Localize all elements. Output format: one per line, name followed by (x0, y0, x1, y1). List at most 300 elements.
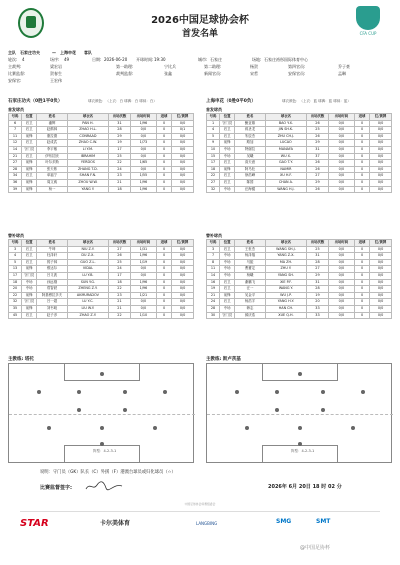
column-header: 出场时间 (328, 240, 354, 247)
table-cell: 刘韦岐 (37, 305, 67, 312)
player-dot (298, 442, 302, 446)
table-cell: 后卫 (220, 299, 235, 306)
column-header: 进球 (354, 114, 369, 121)
table-cell: 0/0 (172, 173, 194, 180)
table-cell: 守门员 (220, 120, 235, 127)
table-cell: 赵鹤林 (37, 127, 67, 134)
table-cell: 14 (207, 272, 220, 279)
table-cell: 0/0 (130, 146, 156, 153)
table-cell: ZHU Y. (265, 266, 306, 273)
table-cell: 张天栋 (37, 166, 67, 173)
table-cell: 18 (109, 279, 131, 286)
table-cell: 28 (207, 305, 220, 312)
table-cell: 27 (307, 173, 329, 180)
player-dot (123, 390, 127, 394)
table-cell: 28 (109, 127, 131, 134)
table-cell: 0 (354, 312, 369, 319)
table-cell: XUE Q.H. (265, 312, 306, 319)
table-cell: 0/0 (172, 253, 194, 260)
table-row (9, 253, 194, 260)
home-label: 主队 (8, 50, 16, 55)
table-cell: 汪一 (235, 286, 265, 293)
column-header: 出场次数 (109, 240, 131, 247)
column-header: 红/黄牌 (172, 240, 194, 247)
table-cell: 27 (207, 179, 220, 186)
table-cell: 0/0 (328, 166, 354, 173)
table-cell: 5 (9, 259, 22, 266)
table-row (207, 140, 392, 147)
table-cell: 0 (156, 266, 171, 273)
away-team-title: 上海申花（0胜0平0负） (206, 99, 256, 104)
city-value: 石家庄 (210, 57, 222, 62)
table-header-row (9, 114, 194, 121)
table-cell: 守门员 (22, 146, 37, 153)
table-cell: 1/19 (130, 259, 156, 266)
table-cell: 10 (207, 146, 220, 153)
sponsor-kelme-logo: 卡尔美体育 (100, 520, 131, 527)
column-header: 出场时间 (328, 114, 354, 121)
table-row (9, 153, 194, 160)
table-cell: 25 (307, 127, 329, 134)
table-cell: 守门员 (220, 312, 235, 319)
table-cell: 杨泽翔 (235, 253, 265, 260)
table-cell: 0 (354, 272, 369, 279)
home-team-title: 石家庄功夫（0胜1平0负） (8, 99, 63, 104)
table-cell: 后卫 (220, 160, 235, 167)
table-cell: 0/0 (370, 166, 392, 173)
table-cell: 杨曦 (235, 272, 265, 279)
table-cell: 0/0 (172, 279, 194, 286)
table-row (207, 179, 392, 186)
table-cell: 0/0 (328, 299, 354, 306)
table-cell: GUO Z.L. (67, 259, 108, 266)
table-cell: 0 (156, 146, 171, 153)
table-cell: 17 (109, 272, 131, 279)
table-cell: 0/0 (172, 160, 194, 167)
table-cell: 0/0 (370, 120, 392, 127)
table-cell: 朱辰杰 (235, 133, 265, 140)
table-cell: 0/0 (328, 305, 354, 312)
table-cell: 19 (207, 286, 220, 293)
table-cell: 鲍亚雄 (235, 120, 265, 127)
table-cell: 前锋 (22, 179, 37, 186)
table-cell: 3 (207, 246, 220, 253)
sign-datetime: 2026年 6月 20日 18 时 02 分 (268, 484, 342, 490)
table-cell: 0/0 (130, 127, 156, 134)
table-cell: 0 (354, 173, 369, 180)
table-cell: 0 (156, 279, 171, 286)
table-cell: 11 (207, 266, 220, 273)
match-info (8, 49, 392, 84)
table-cell: 20 (307, 299, 329, 306)
table-cell: 吴金平 (235, 292, 265, 299)
table-cell: YANG Z.X. (265, 253, 306, 260)
table-cell: 1/73 (130, 140, 156, 147)
table-cell: 13 (9, 266, 22, 273)
table-cell: 0 (354, 186, 369, 193)
table-cell: 守门员 (22, 272, 37, 279)
table-row (9, 166, 194, 173)
match-label: 场序: (50, 57, 60, 62)
table-cell: 0/0 (172, 246, 194, 253)
table-cell: 路加 (235, 140, 265, 147)
sponsor-bar (20, 511, 380, 531)
watermark: @中国足协杯 (300, 545, 331, 551)
table-cell: 0/0 (370, 312, 392, 319)
table-cell: YANG H.Y. (265, 299, 306, 306)
player-dot (298, 372, 302, 376)
round-value: 4 (22, 57, 25, 62)
table-cell: WANG Y. (265, 286, 306, 293)
player-dot (123, 408, 127, 412)
table-cell: 0 (354, 299, 369, 306)
table-cell: 34 (9, 173, 22, 180)
table-row (207, 286, 392, 293)
table-cell: 0/0 (328, 253, 354, 260)
home-starting-label: 首发球员 (8, 107, 24, 112)
table-cell: 特谢拉 (235, 146, 265, 153)
table-cell: WANG SH.J. (265, 246, 306, 253)
table-cell: 0 (156, 286, 171, 293)
away-formation: 阵型：4-2-3-1 (291, 449, 315, 453)
table-cell: 0 (156, 299, 171, 306)
column-header: 出场次数 (307, 240, 329, 247)
player-dot (298, 426, 302, 430)
player-dot (275, 390, 279, 394)
table-cell: 前锋 (22, 160, 37, 167)
table-cell: 25 (109, 153, 131, 160)
table-cell: 0/0 (328, 140, 354, 147)
table-cell: 郑智跃 (37, 286, 67, 293)
table-cell: ZHENG Z.Y. (67, 286, 108, 293)
player-dot (77, 408, 81, 412)
column-header: 球衣名 (67, 114, 108, 121)
table-cell: 0 (156, 127, 171, 134)
table-cell: 4 (207, 127, 220, 134)
table-row (9, 146, 194, 153)
player-dot (351, 426, 355, 430)
away-kit-legend: 球衣颜色：（上衣：蓝 球裤：蓝 球袜：蓝） (282, 99, 351, 103)
table-cell: 25 (109, 259, 131, 266)
table-cell: 21 (9, 153, 22, 160)
table-cell: 1/96 (130, 120, 156, 127)
table-cell: 8 (207, 259, 220, 266)
inspector-value: 张鑫 (164, 71, 172, 76)
safety-value: 王宏伟 (50, 78, 62, 83)
table-cell: 维达尔 (37, 266, 67, 273)
table-row (207, 272, 392, 279)
table-cell: 0 (354, 127, 369, 134)
table-cell: 0/0 (130, 166, 156, 173)
table-cell: 23 (109, 173, 131, 180)
player-dot (275, 408, 279, 412)
table-cell: 32 (9, 299, 22, 306)
table-cell: 0 (354, 146, 369, 153)
table-cell: 0/0 (328, 286, 354, 293)
table-cell: 0/0 (130, 299, 156, 306)
table-cell: 0/0 (328, 173, 354, 180)
table-cell: IBRAHIM (67, 153, 108, 160)
table-cell: 1/55 (130, 173, 156, 180)
table-cell: 前锋 (22, 305, 37, 312)
table-cell: MANAFA (265, 146, 306, 153)
table-cell: 0 (156, 253, 171, 260)
table-cell: 24 (109, 266, 131, 273)
date-label: 日期: (92, 57, 102, 62)
away-coach (206, 356, 241, 362)
table-cell: YERDOS (67, 160, 108, 167)
table-cell: 1/96 (130, 279, 156, 286)
table-row (9, 179, 194, 186)
table-row (9, 160, 194, 167)
column-header: 号码 (9, 240, 22, 247)
table-cell: SHAN F.N. (67, 173, 108, 180)
table-cell: 0/0 (328, 292, 354, 299)
table-row (207, 133, 392, 140)
fourth-value: 乔子豪 (338, 64, 350, 69)
table-cell: VIDAL (67, 266, 108, 273)
table-cell: YANG SH. (265, 272, 306, 279)
table-cell: 0/0 (370, 160, 392, 167)
table-cell: 后卫 (220, 127, 235, 134)
table-cell: 徐浩峰 (235, 173, 265, 180)
table-cell: 22 (109, 286, 131, 293)
column-header: 号码 (207, 240, 220, 247)
table-cell: ZHAO H.L. (67, 127, 108, 134)
table-cell: 0 (354, 246, 369, 253)
table-row (9, 120, 194, 127)
table-cell: 高天意 (235, 160, 265, 167)
table-cell: 前锋 (22, 166, 37, 173)
table-cell: 0 (156, 312, 171, 319)
table-cell: 21 (109, 179, 131, 186)
table-cell: 阿基穆拉多夫 (37, 292, 67, 299)
table-cell: 前锋 (220, 140, 235, 147)
table-cell: 0/0 (172, 292, 194, 299)
player-dot (77, 390, 81, 394)
table-cell: ZHAO Z.Y. (67, 312, 108, 319)
player-dot (235, 390, 239, 394)
table-cell: 0 (354, 305, 369, 312)
table-cell: WANG H.J. (265, 186, 306, 193)
table-cell: 26 (307, 166, 329, 173)
table-row (9, 272, 194, 279)
column-header: 姓名 (235, 240, 265, 247)
cfa-cup-logo-icon (354, 6, 382, 40)
table-cell: 0/0 (370, 173, 392, 180)
table-cell: 0 (156, 140, 171, 147)
table-cell: 0/0 (172, 133, 194, 140)
table-cell: 7 (9, 127, 22, 134)
home-formation: 阵型：4-2-3-1 (93, 449, 117, 453)
column-header: 位置 (220, 114, 235, 121)
table-header-row (207, 114, 392, 121)
table-row (207, 153, 392, 160)
table-cell: 后卫 (22, 173, 37, 180)
table-row (9, 312, 194, 319)
table-cell: 0 (156, 292, 171, 299)
table-cell: 0/0 (328, 312, 354, 319)
table-cell: 中场 (220, 153, 235, 160)
table-cell: WU J.P. (265, 292, 306, 299)
table-cell: 中场 (220, 259, 235, 266)
table-header-row (207, 240, 392, 247)
player-dot (100, 426, 104, 430)
table-cell: 0/0 (370, 179, 392, 186)
commissioner-value: 贺春生 (50, 71, 62, 76)
table-cell: 韩志 (235, 305, 265, 312)
vs-dash: — (52, 50, 56, 55)
table-cell: 35 (9, 305, 22, 312)
table-cell: 后卫 (22, 259, 37, 266)
table-cell: 0/0 (370, 133, 392, 140)
ar1-label: 第一助理: (116, 64, 134, 69)
table-cell: 赵子彦 (37, 312, 67, 319)
home-team-name: 石家庄功夫 (20, 50, 40, 55)
table-cell: NIU Z.Y. (67, 246, 108, 253)
table-cell: 0/0 (328, 259, 354, 266)
table-cell: 7 (207, 253, 220, 260)
table-cell: 31 (307, 279, 329, 286)
table-cell: 0/0 (370, 279, 392, 286)
player-dot (100, 442, 104, 446)
table-cell: 后卫 (220, 246, 235, 253)
home-formation-pitch (8, 363, 194, 463)
referee-value: 梁宏岩 (50, 64, 62, 69)
table-cell: 叶尔多斯 (37, 160, 67, 167)
table-cell: LU Y.B. (67, 272, 108, 279)
table-cell: 20 (9, 286, 22, 293)
table-cell: WU X. (265, 153, 306, 160)
table-cell: 0/0 (328, 133, 354, 140)
table-cell: 0/0 (370, 272, 392, 279)
table-cell: 0/0 (172, 272, 194, 279)
table-cell: 0/0 (130, 272, 156, 279)
table-cell: 1/96 (130, 286, 156, 293)
table-cell: 前锋 (220, 166, 235, 173)
table-cell: 0/0 (172, 140, 194, 147)
table-cell: 29 (109, 133, 131, 140)
table-cell: 前锋 (22, 266, 37, 273)
column-header: 进球 (354, 240, 369, 247)
table-cell: 0/0 (370, 146, 392, 153)
column-header: 位置 (220, 240, 235, 247)
city-label: 城市: (198, 57, 208, 62)
table-cell: 0/0 (370, 253, 392, 260)
table-cell: 后卫 (22, 246, 37, 253)
sponsor-smt-logo: SMT (316, 518, 331, 525)
table-cell: 0 (156, 153, 171, 160)
column-header: 位置 (22, 240, 37, 247)
table-cell: 24 (109, 166, 131, 173)
table-cell: LU Y.C. (67, 299, 108, 306)
table-cell: 中场 (220, 305, 235, 312)
away-subs-table (206, 239, 392, 319)
cfa-cup-mark: CFA CUP (359, 31, 377, 36)
table-row (9, 246, 194, 253)
table-cell: XIE P.F. (265, 279, 306, 286)
table-cell: MA ZH. (265, 259, 306, 266)
table-cell: 27 (307, 266, 329, 273)
table-cell: 0 (156, 173, 171, 180)
table-cell: 33 (307, 312, 329, 319)
away-subs-label: 替补球员 (206, 233, 222, 238)
home-subs-label: 替补球员 (8, 233, 24, 238)
table-cell: 0 (156, 179, 171, 186)
column-header: 出场次数 (307, 114, 329, 121)
table-cell: 0 (156, 186, 171, 193)
table-cell: 18 (207, 166, 220, 173)
table-cell: 后卫 (220, 279, 235, 286)
table-row (207, 299, 392, 306)
table-cell: 31 (307, 253, 329, 260)
fine-print: 中国足球协会杯赛组委会 (184, 502, 216, 506)
table-cell: 21 (207, 292, 220, 299)
table-cell: 19 (307, 292, 329, 299)
table-cell: 0 (354, 286, 369, 293)
table-cell: 吴曦 (235, 153, 265, 160)
safety-label: 安保官: (8, 78, 22, 83)
table-cell: 周文威 (37, 179, 67, 186)
home-starting-table (8, 113, 194, 193)
table-row (9, 173, 194, 180)
table-cell: 0/0 (328, 186, 354, 193)
away-formation-pitch (206, 363, 392, 463)
table-row (9, 259, 194, 266)
table-row (207, 120, 392, 127)
table-cell: 0/0 (172, 166, 194, 173)
table-cell: 17 (9, 272, 22, 279)
security-value: 孟琳 (338, 71, 346, 76)
away-starting-table (206, 113, 392, 193)
table-cell: 0 (354, 153, 369, 160)
column-header: 姓名 (235, 114, 265, 121)
table-cell: 0/0 (328, 266, 354, 273)
table-cell: XU H.F. (265, 173, 306, 180)
table-cell: 0 (354, 253, 369, 260)
table-cell: 0 (354, 160, 369, 167)
table-cell: 0/0 (172, 299, 194, 306)
table-cell: 0/0 (172, 120, 194, 127)
column-header: 球衣名 (67, 240, 108, 247)
table-cell: 谢鹏飞 (235, 279, 265, 286)
venue-value: 石家庄裕彤国际体育中心 (264, 57, 308, 62)
table-cell: 0/0 (130, 305, 156, 312)
table-cell: 曹赟定 (235, 266, 265, 273)
column-header: 姓名 (37, 114, 67, 121)
table-row (9, 266, 194, 273)
table-cell: 后卫 (22, 253, 37, 260)
column-header: 红/黄牌 (370, 114, 392, 121)
player-dot (361, 390, 365, 394)
table-cell: 0 (354, 179, 369, 186)
table-cell: 0/0 (172, 266, 194, 273)
table-cell: 1/10 (130, 312, 156, 319)
table-row (207, 160, 392, 167)
table-row (9, 186, 194, 193)
table-cell: ZHU CH.J. (265, 133, 306, 140)
table-cell: 0 (354, 279, 369, 286)
table-cell: 1/96 (130, 186, 156, 193)
table-row (207, 173, 392, 180)
table-cell: 0 (354, 140, 369, 147)
table-cell: 0 (354, 259, 369, 266)
table-cell: 0/0 (130, 133, 156, 140)
table-cell: 0 (156, 160, 171, 167)
ar1-value: 宁比兵 (164, 64, 176, 69)
table-cell: 李宇敏 (37, 146, 67, 153)
home-kit-legend: 球衣颜色：（上衣：白 球裤：白 球袜：白） (88, 99, 157, 103)
